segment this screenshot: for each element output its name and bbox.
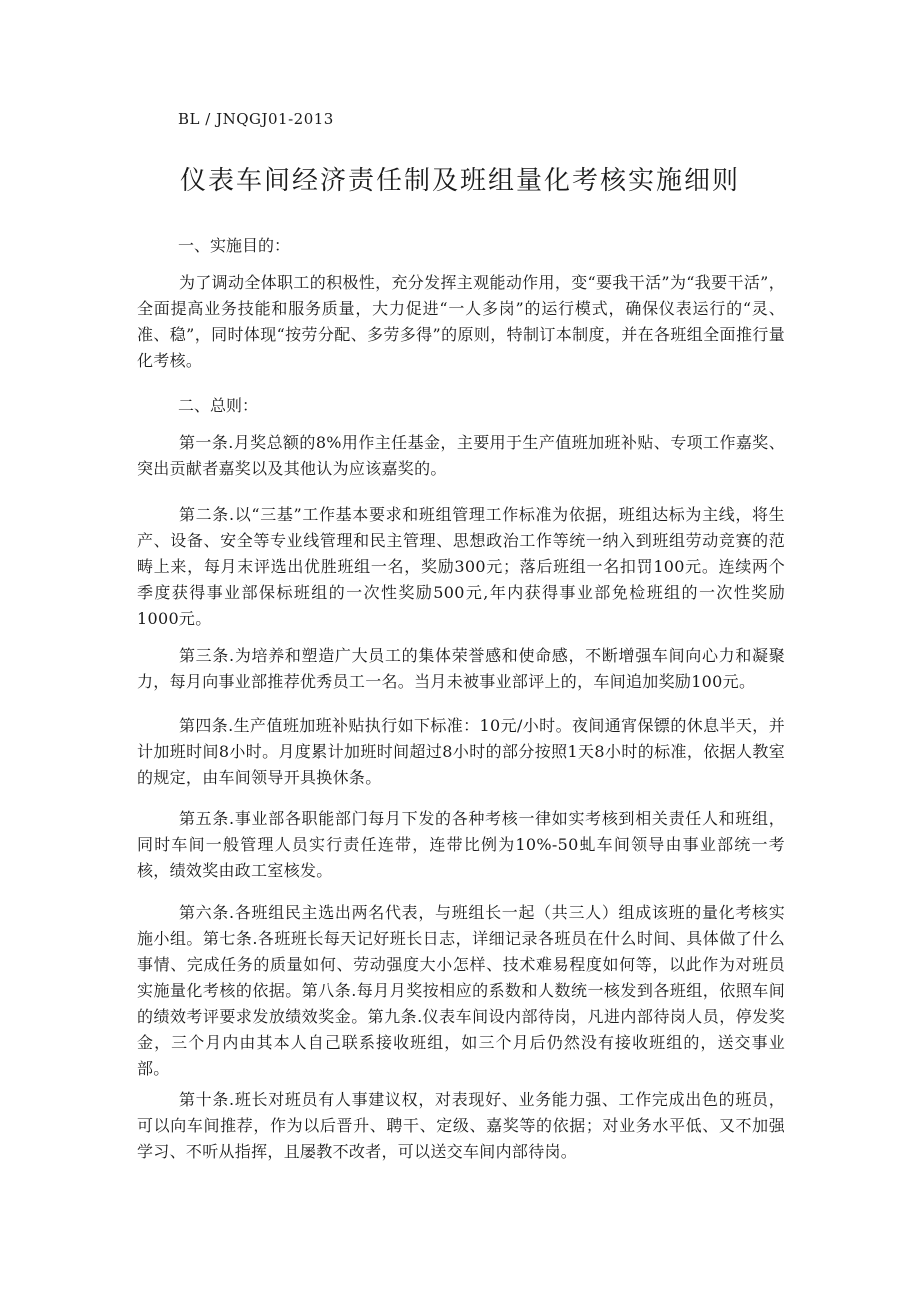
article-10-paragraph: 第十条.班长对班员有人事建议权，对表现好、业务能力强、工作完成出色的班员，可以向车间推荐，作为以后晋升、聘干、定级、嘉奖等的依据；对业务水平低、又不加强学习、不听从指挥，且屡教不改者，可以送交车间内部待岗。 <box>137 1090 785 1161</box>
article-3-paragraph: 第三条.为培养和塑造广大员工的集体荣誉感和使命感，不断增强车间向心力和凝聚力，每月向事业部推荐优秀员工一名。当月未被事业部评上的，车间追加奖励100元。 <box>137 646 785 691</box>
article-5-paragraph: 第五条.事业部各职能部门每月下发的各种考核一律如实考核到相关责任人和班组，同时车间一般管理人员实行责任连带，连带比例为10%-50虬车间领导由事业部统一考核，绩效奖由政工室核发。 <box>137 809 785 880</box>
article-4-paragraph: 第四条.生产值班加班补贴执行如下标准：10元/小时。夜间通宵保镖的休息半天，并计加班时间8小时。月度累计加班时间超过8小时的部分按照1天8小时的标准，依据人教室的规定，由车间领导开具换休条。 <box>137 716 785 787</box>
section-heading-purpose: 一、实施目的： <box>178 236 291 255</box>
document-code: BL / JNQGJ01-2013 <box>178 110 334 128</box>
document-title: 仪表车间经济责任制及班组量化考核实施细则 <box>179 166 740 196</box>
article-6-9-paragraph: 第六条.各班组民主选出两名代表，与班组长一起（共三人）组成该班的量化考核实施小组。第七条.各班班长每天记好班长日志，详细记录各班员在什么时间、具体做了什么事情、完成任务的质量如何、劳动强度大小怎样、技术难易程度如何等，以此作为对班员实施量化考核的依据。第八条.每月月奖按相应的系数和人数统一核发到各班组，依照车间的绩效考评要求发放绩效奖金。第九条.仪表车间设内部待岗，凡进内部待岗人员，停发奖金，三个月内由其本人自己联系接收班组，如三个月后仍然没有接收班组的，送交事业部。 <box>137 903 785 1078</box>
article-2-paragraph: 第二条.以“三基”工作基本要求和班组管理工作标准为依据，班组达标为主线，将生产、设备、安全等专业线管理和民主管理、思想政治工作等统一纳入到班组劳动竞赛的范畴上来，每月末评选出优胜班组一名，奖励300元；落后班组一名扣罚100元。连续两个季度获得事业部保标班组的一次性奖励500元,年内获得事业部免检班组的一次性奖励1000元。 <box>137 505 785 628</box>
purpose-paragraph: 为了调动全体职工的积极性，充分发挥主观能动作用，变“要我干活”为“我要干活”，全面提高业务技能和服务质量，大力促进“一人多岗”的运行模式，确保仪表运行的“灵、准、稳”，同时体现“按劳分配、多劳多得”的原则，特制订本制度，并在各班组全面推行量化考核。 <box>137 273 785 370</box>
article-1-paragraph: 第一条.月奖总额的8%用作主任基金，主要用于生产值班加班补贴、专项工作嘉奖、突出贡献者嘉奖以及其他认为应该嘉奖的。 <box>137 433 785 478</box>
section-heading-general: 二、总则： <box>178 396 259 415</box>
